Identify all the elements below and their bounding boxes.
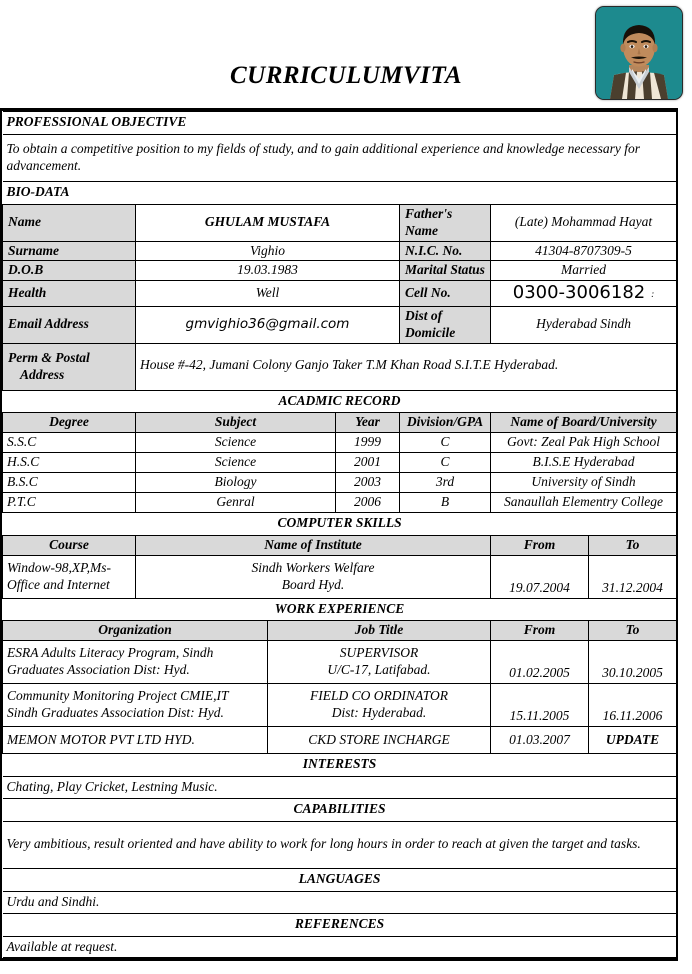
bio-value-dob: 19.03.1983 [136, 261, 400, 281]
work-cell-to: 16.11.2006 [589, 684, 677, 727]
applicant-photo [595, 6, 683, 100]
section-row-professional-objective [3, 112, 677, 135]
section-row-languages [3, 868, 677, 891]
academic-cell-division: B [400, 492, 491, 512]
academic-cell-division: 3rd [400, 473, 491, 493]
skills-col-course: Course [3, 535, 136, 555]
languages-text: Urdu and Sindhi. [3, 891, 677, 913]
skills-col-institute: Name of Institute [136, 535, 491, 555]
bio-value-perm-postal-address: House #-42, Jumani Colony Ganjo Taker T.M Khan Road S.I.T.E Hyderabad. [136, 343, 677, 390]
section-row-interests [3, 754, 677, 777]
table-row [3, 433, 677, 453]
academic-cell-subject: Science [136, 453, 336, 473]
work-col-organization: Organization [3, 621, 268, 641]
academic-cell-division: C [400, 453, 491, 473]
paragraph-row-capabilities [3, 821, 677, 868]
section-heading-references: REFERENCES [3, 913, 677, 936]
table-header-row-computer-skills [3, 535, 677, 555]
skills-cell-from: 19.07.2004 [491, 555, 589, 598]
paragraph-row-interests [3, 777, 677, 799]
section-row-work-experience [3, 598, 677, 621]
bio-label-health: Health [3, 281, 136, 307]
work-col-job-title: Job Title [268, 621, 491, 641]
bio-value-surname: Vighio [136, 241, 400, 261]
academic-col-board-university: Name of Board/University [491, 413, 677, 433]
address-label-line2: Address [20, 366, 65, 382]
paragraph-row-languages [3, 891, 677, 913]
skills-institute-line2: Board Hyd. [281, 576, 345, 592]
academic-cell-year: 2006 [336, 492, 400, 512]
bio-label-perm-postal-address [3, 343, 136, 390]
address-label-line1: Perm & Postal [8, 349, 90, 365]
bio-label-surname: Surname [3, 241, 136, 261]
table-row [3, 306, 677, 343]
work-cell-organization: MEMON MOTOR PVT LTD HYD. [3, 727, 268, 754]
work-cell-from: 15.11.2005 [491, 684, 589, 727]
section-heading-professional-objective: PROFESSIONAL OBJECTIVE [3, 112, 677, 135]
section-row-computer-skills [3, 512, 677, 535]
table-header-row-work [3, 621, 677, 641]
section-heading-languages: LANGUAGES [3, 868, 677, 891]
skills-col-from: From [491, 535, 589, 555]
paragraph-row-professional-objective [3, 134, 677, 181]
table-row [3, 492, 677, 512]
work-cell-job-title: CKD STORE INCHARGE [268, 727, 491, 754]
interests-text: Chating, Play Cricket, Lestning Music. [3, 777, 677, 799]
academic-col-subject: Subject [136, 413, 336, 433]
table-row [3, 641, 677, 684]
bio-label-dist-of-domicile: Dist of Domicile [400, 306, 491, 343]
bio-value-marital-status: Married [491, 261, 677, 281]
bio-value-cell-no-suffix: : [651, 289, 655, 300]
work-col-to: To [589, 621, 677, 641]
work-cell-to: UPDATE [589, 727, 677, 754]
bio-label-dob: D.O.B [3, 261, 136, 281]
academic-cell-board: Govt: Zeal Pak High School [491, 433, 677, 453]
academic-cell-year: 2003 [336, 473, 400, 493]
references-text: Available at request. [3, 936, 677, 958]
skills-course-line2: Office and Internet [7, 576, 110, 592]
work-cell-organization [3, 641, 268, 684]
section-heading-capabilities: CAPABILITIES [3, 799, 677, 822]
academic-cell-board: B.I.S.E Hyderabad [491, 453, 677, 473]
table-row [3, 204, 677, 241]
photo-illustration [596, 7, 682, 99]
academic-cell-degree: P.T.C [3, 492, 136, 512]
bio-label-fathers-name: Father's Name [400, 204, 491, 241]
academic-cell-board: Sanaullah Elementry College [491, 492, 677, 512]
work-title-line2: Dist: Hyderabad. [331, 705, 427, 721]
bio-value-fathers-name: (Late) Mohammad Hayat [491, 204, 677, 241]
academic-col-division-gpa: Division/GPA [400, 413, 491, 433]
section-heading-academic-record: ACADMIC RECORD [3, 390, 677, 413]
work-title-line2: U/C-17, Latifabad. [327, 662, 431, 678]
section-row-capabilities [3, 799, 677, 822]
capabilities-text: Very ambitious, result oriented and have ability to work for long hours in order to reach at given the target and tasks. [3, 821, 677, 868]
table-row [3, 555, 677, 598]
section-heading-bio-data: BIO-DATA [3, 181, 677, 204]
bio-value-cell-no: 0300-3006182 [512, 282, 646, 304]
cv-table [2, 111, 677, 958]
cv-body [0, 108, 678, 961]
table-row [3, 281, 677, 307]
section-row-academic-record [3, 390, 677, 413]
bio-label-cell-no: Cell No. [400, 281, 491, 307]
academic-cell-degree: S.S.C [3, 433, 136, 453]
bio-value-cell-no-cell [491, 281, 677, 307]
academic-cell-year: 2001 [336, 453, 400, 473]
academic-cell-subject: Science [136, 433, 336, 453]
bio-label-email-address: Email Address [3, 306, 136, 343]
table-header-row-academic [3, 413, 677, 433]
work-cell-from: 01.02.2005 [491, 641, 589, 684]
section-heading-work-experience: WORK EXPERIENCE [3, 598, 677, 621]
bio-value-health: Well [136, 281, 400, 307]
work-cell-organization [3, 684, 268, 727]
document-header [0, 0, 692, 108]
academic-cell-subject: Genral [136, 492, 336, 512]
section-row-bio-data [3, 181, 677, 204]
skills-cell-course [3, 555, 136, 598]
academic-col-degree: Degree [3, 413, 136, 433]
work-org-line2: Graduates Association Dist: Hyd. [7, 662, 190, 678]
table-row [3, 473, 677, 493]
page-title: CURRICULUMVITA [229, 62, 463, 89]
bio-label-name: Name [3, 204, 136, 241]
academic-cell-degree: H.S.C [3, 453, 136, 473]
table-row-address [3, 343, 677, 390]
skills-course-line1: Window-98,XP,Ms- [7, 559, 111, 575]
work-cell-from: 01.03.2007 [491, 727, 589, 754]
table-row [3, 727, 677, 754]
work-org-line2: Sindh Graduates Association Dist: Hyd. [7, 705, 224, 721]
work-col-from: From [491, 621, 589, 641]
bio-value-nic-no: 41304-8707309-5 [491, 241, 677, 261]
table-row [3, 453, 677, 473]
academic-cell-board: University of Sindh [491, 473, 677, 493]
work-title-line1: SUPERVISOR [339, 645, 419, 661]
academic-cell-division: C [400, 433, 491, 453]
section-row-references [3, 913, 677, 936]
work-org-line1: Community Monitoring Project CMIE,IT [7, 688, 229, 704]
academic-cell-year: 1999 [336, 433, 400, 453]
bio-value-dist-of-domicile: Hyderabad Sindh [491, 306, 677, 343]
work-cell-to: 30.10.2005 [589, 641, 677, 684]
academic-col-year: Year [336, 413, 400, 433]
skills-cell-institute [136, 555, 491, 598]
section-heading-interests: INTERESTS [3, 754, 677, 777]
bio-label-marital-status: Marital Status [400, 261, 491, 281]
skills-cell-to: 31.12.2004 [589, 555, 677, 598]
table-row [3, 684, 677, 727]
bio-value-email-address: gmvighio36@gmail.com [136, 306, 400, 343]
bio-value-name: GHULAM MUSTAFA [136, 204, 400, 241]
skills-institute-line1: Sindh Workers Welfare [251, 559, 375, 575]
academic-cell-degree: B.S.C [3, 473, 136, 493]
table-row [3, 241, 677, 261]
work-cell-job-title [268, 684, 491, 727]
section-heading-computer-skills: COMPUTER SKILLS [3, 512, 677, 535]
academic-cell-subject: Biology [136, 473, 336, 493]
work-cell-job-title [268, 641, 491, 684]
work-title-line1: FIELD CO ORDINATOR [310, 688, 448, 704]
skills-col-to: To [589, 535, 677, 555]
bio-label-nic-no: N.I.C. No. [400, 241, 491, 261]
work-org-line1: ESRA Adults Literacy Program, Sindh [7, 645, 214, 661]
table-row [3, 261, 677, 281]
paragraph-row-references [3, 936, 677, 958]
professional-objective-text: To obtain a competitive position to my fields of study, and to gain additional experience and knowledge necessary for advancement. [3, 134, 677, 181]
